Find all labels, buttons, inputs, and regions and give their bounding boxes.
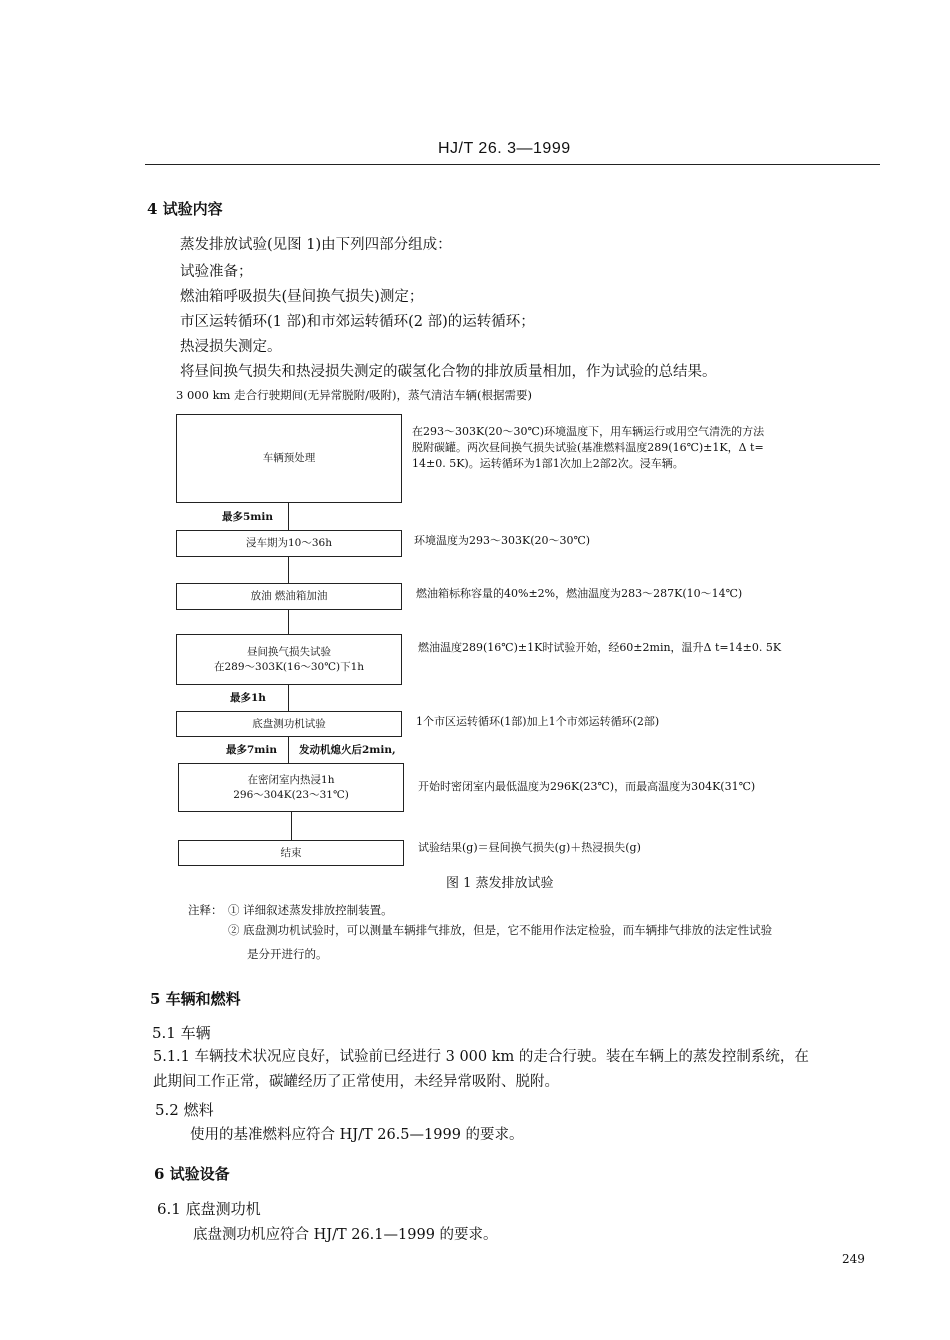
flow-box-text: 296～304K(23～31℃) <box>233 788 349 801</box>
flow-box-soak <box>176 530 402 557</box>
document-header: HJ/T 26. 3—1999 <box>438 140 571 157</box>
note-item: ② 底盘测功机试验时，可以测量车辆排气排放，但是，它不能用作法定检验，而车辆排气排放的法定性试验 <box>228 923 773 937</box>
header-rule <box>145 164 880 165</box>
flow-desc-line: 脱附碳罐。两次昼间换气损失试验(基准燃料温度289(16℃)±1K，Δ t= <box>412 441 764 454</box>
flow-box-text: 结束 <box>280 846 302 859</box>
flow-box-text: 浸车期为10～36h <box>246 537 332 549</box>
flow-desc-line: 在293～303K(20～30℃)环境温度下，用车辆运行或用空气清洗的方法 <box>412 425 765 438</box>
flow-box-diurnal-test <box>176 634 402 685</box>
section-4-line: 燃油箱呼吸损失(昼间换气损失)测定； <box>180 289 424 305</box>
flow-connector <box>288 737 289 763</box>
subsection-5-1: 5.1 车辆 <box>152 1024 211 1042</box>
flow-box-text: 底盘测功机试验 <box>252 717 326 730</box>
flow-box-dynamometer-test <box>176 711 402 737</box>
flow-box-text: 在密闭室内热浸1h <box>247 773 335 786</box>
note-item: ① 详细叙述蒸发排放控制装置。 <box>228 903 393 917</box>
flow-box-end <box>178 840 404 866</box>
flow-desc-soak: 环境温度为293～303K(20～30℃) <box>414 534 591 547</box>
flow-box-text: 在289～303K(16～30℃)下1h <box>213 660 365 673</box>
flow-connector <box>291 812 292 840</box>
connector-label: 发动机熄火后2min, <box>299 744 396 756</box>
note-item: 是分开进行的。 <box>247 947 328 961</box>
flow-connector <box>288 503 289 530</box>
flowchart-intro: 3 000 km 走合行驶期间(无异常脱附/吸附)，蒸气清洁车辆(根据需要) <box>176 388 532 402</box>
flow-desc-dynamometer: 1个市区运转循环(1部)加上1个市郊运转循环(2部) <box>416 715 660 728</box>
clause-5-2-text: 使用的基准燃料应符合 HJ/T 26.5—1999 的要求。 <box>190 1127 524 1143</box>
section-6-heading: 6 试验设备 <box>154 1165 230 1183</box>
connector-label: 最多1h <box>230 692 266 704</box>
flow-desc-diurnal: 燃油温度289(16℃)±1K时试验开始，经60±2min，温升Δ t=14±0. 5K <box>418 641 782 654</box>
flow-connector <box>288 557 289 583</box>
figure-caption: 图 1 蒸发排放试验 <box>446 876 554 891</box>
connector-label: 最多7min <box>226 744 278 756</box>
connector-label: 最多5min <box>222 511 274 523</box>
subsection-6-1: 6.1 底盘测功机 <box>157 1200 261 1218</box>
flow-box-text: 昼间换气损失试验 <box>247 645 331 658</box>
subsection-5-2: 5.2 燃料 <box>155 1101 214 1119</box>
section-4-heading: 4 试验内容 <box>147 200 223 218</box>
section-4-line: 试验准备； <box>180 264 253 280</box>
flow-box-fuel-drain-fill <box>176 583 402 610</box>
section-4-line: 蒸发排放试验(见图 1)由下列四部分组成： <box>180 237 452 253</box>
flow-box-preconditioning <box>176 414 402 503</box>
notes-label: 注释： <box>188 903 223 917</box>
flow-desc-result: 试验结果(g)＝昼间换气损失(g)＋热浸损失(g) <box>418 841 641 854</box>
section-5-heading: 5 车辆和燃料 <box>150 990 241 1008</box>
flow-box-hot-soak <box>178 763 404 812</box>
flow-desc-line: 14±0. 5K)。运转循环为1部1次加上2部2次。浸车辆。 <box>412 457 684 470</box>
flow-connector <box>288 610 289 634</box>
section-4-line: 市区运转循环(1 部)和市郊运转循环(2 部)的运转循环； <box>180 314 535 330</box>
flow-connector <box>288 685 289 711</box>
flow-box-text: 车辆预处理 <box>262 452 316 464</box>
clause-6-1-text: 底盘测功机应符合 HJ/T 26.1—1999 的要求。 <box>193 1227 498 1243</box>
flow-desc-preconditioning <box>412 424 764 472</box>
flow-desc-fuel: 燃油箱标称容量的40%±2%，燃油温度为283～287K(10～14℃) <box>416 587 743 600</box>
section-4-line: 将昼间换气损失和热浸损失测定的碳氢化合物的排放质量相加，作为试验的总结果。 <box>180 364 717 380</box>
page-number: 249 <box>842 1252 865 1266</box>
flow-box-text: 放油 燃油箱加油 <box>250 590 328 602</box>
clause-5-1-1-line: 5.1.1 车辆技术状况应良好，试验前已经进行 3 000 km 的走合行驶。装在车辆上的蒸发控制系统，在 <box>153 1049 809 1065</box>
clause-5-1-1-line: 此期间工作正常，碳罐经历了正常使用，未经异常吸附、脱附。 <box>153 1074 559 1090</box>
section-4-line: 热浸损失测定。 <box>180 339 282 355</box>
flow-desc-hot-soak: 开始时密闭室内最低温度为296K(23℃)，而最高温度为304K(31℃) <box>418 780 756 793</box>
